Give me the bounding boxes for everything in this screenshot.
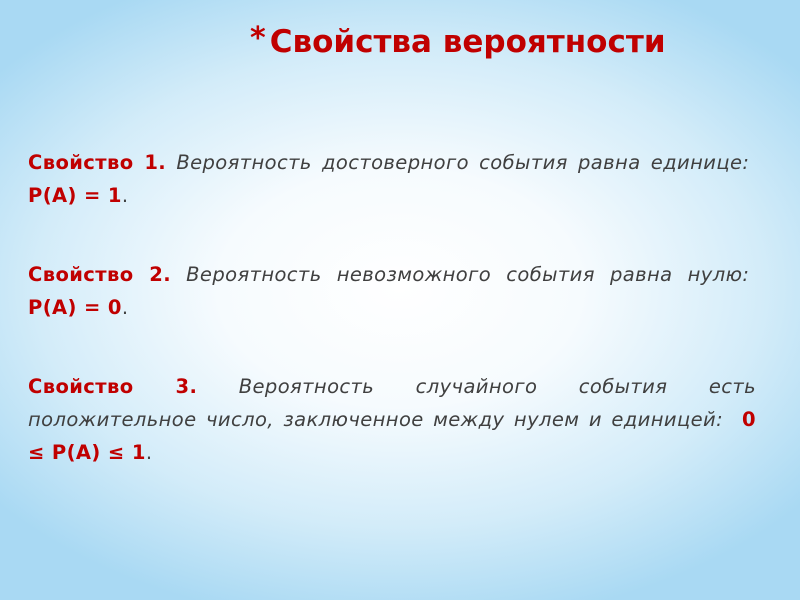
property-2-period: . [121, 296, 129, 319]
asterisk-icon: * [250, 20, 266, 56]
property-3-period: . [145, 441, 153, 464]
property-1-formula: P(A) = 1 [28, 184, 122, 207]
property-2 [28, 258, 756, 324]
property-2-formula: P(A) = 0 [28, 296, 122, 319]
property-2-label: Свойство 2. [28, 263, 172, 286]
property-1-text: Вероятность достоверного события равна единице: [176, 151, 750, 174]
property-3-formula: 0 ≤ P(A) ≤ 1 [28, 408, 756, 464]
property-1-label: Свойство 1. [28, 151, 167, 174]
property-2-text: Вероятность невозможного события равна нулю: [186, 263, 750, 286]
slide-title-text: Свойства вероятности [269, 24, 666, 60]
property-1 [28, 146, 756, 212]
slide-title [250, 16, 770, 68]
property-3-label: Свойство 3. [28, 375, 198, 398]
property-3 [28, 370, 756, 469]
property-1-period: . [121, 184, 129, 207]
property-3-text: Вероятность случайного события есть положительное число, заключенное между нулем и единицей: [28, 375, 756, 431]
